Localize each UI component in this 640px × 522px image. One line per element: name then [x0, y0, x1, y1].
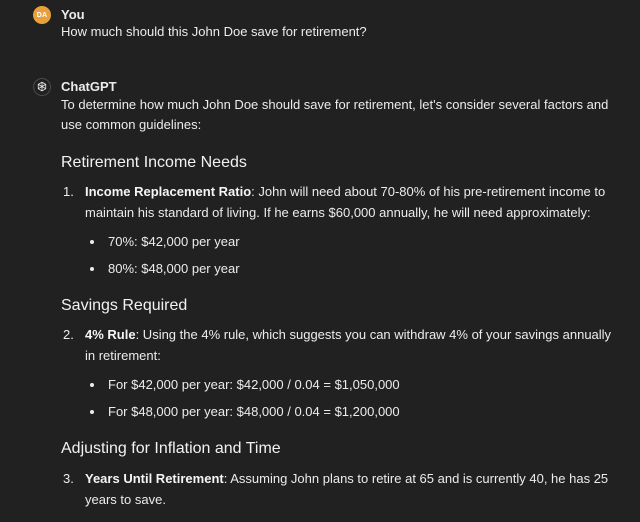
- list-item-label: Years Until Retirement: [85, 471, 224, 486]
- list-item-number: 3.: [63, 471, 74, 486]
- list-item-text: : Assuming John plans to retire at 65 and is currently 40, he has 25 years to save.: [85, 471, 609, 507]
- list-item-number: 2.: [63, 327, 74, 342]
- list-item-4-percent-rule: [61, 324, 621, 366]
- bullet-text: 70%: $42,000 per year: [108, 234, 240, 249]
- list-item-income-replacement-ratio: [61, 181, 621, 223]
- list-item-number: 1.: [63, 184, 74, 199]
- bullet-dot-icon: [90, 410, 94, 414]
- assistant-intro-text: To determine how much John Doe should save for retirement, let's consider several factors and use common guidelines:: [61, 97, 609, 132]
- list-item-text: : John will need about 70-80% of his pre-retirement income to maintain his standard of living. If he earns $60,000 annually, he will need approximately:: [85, 184, 606, 220]
- user-message-text: How much should this John Doe save for retirement?: [61, 24, 367, 39]
- bullet-item: [90, 259, 240, 279]
- assistant-author-name: ChatGPT: [61, 79, 117, 94]
- openai-logo-icon: [33, 78, 51, 96]
- bullet-text: 80%: $48,000 per year: [108, 261, 240, 276]
- bullet-dot-icon: [90, 240, 94, 244]
- section-heading-savings-required: Savings Required: [61, 297, 188, 314]
- bullet-item: [90, 375, 400, 395]
- list-item-label: Income Replacement Ratio: [85, 184, 252, 199]
- bullet-item: [90, 232, 240, 252]
- bullet-text: For $42,000 per year: $42,000 / 0.04 = $1,050,000: [108, 377, 400, 392]
- section-heading-adjusting-for-inflation: Adjusting for Inflation and Time: [61, 440, 281, 457]
- bullet-dot-icon: [90, 383, 94, 387]
- bullet-dot-icon: [90, 267, 94, 271]
- user-avatar: DA: [33, 6, 51, 24]
- section-heading-retirement-income-needs: Retirement Income Needs: [61, 154, 247, 171]
- list-item-years-until-retirement: [61, 468, 621, 510]
- user-author-name: You: [61, 7, 85, 22]
- bullet-text: For $48,000 per year: $48,000 / 0.04 = $1,200,000: [108, 404, 400, 419]
- list-item-label: 4% Rule: [85, 327, 136, 342]
- list-item-text: : Using the 4% rule, which suggests you can withdraw 4% of your savings annually in retirement:: [85, 327, 612, 363]
- bullet-item: [90, 402, 400, 422]
